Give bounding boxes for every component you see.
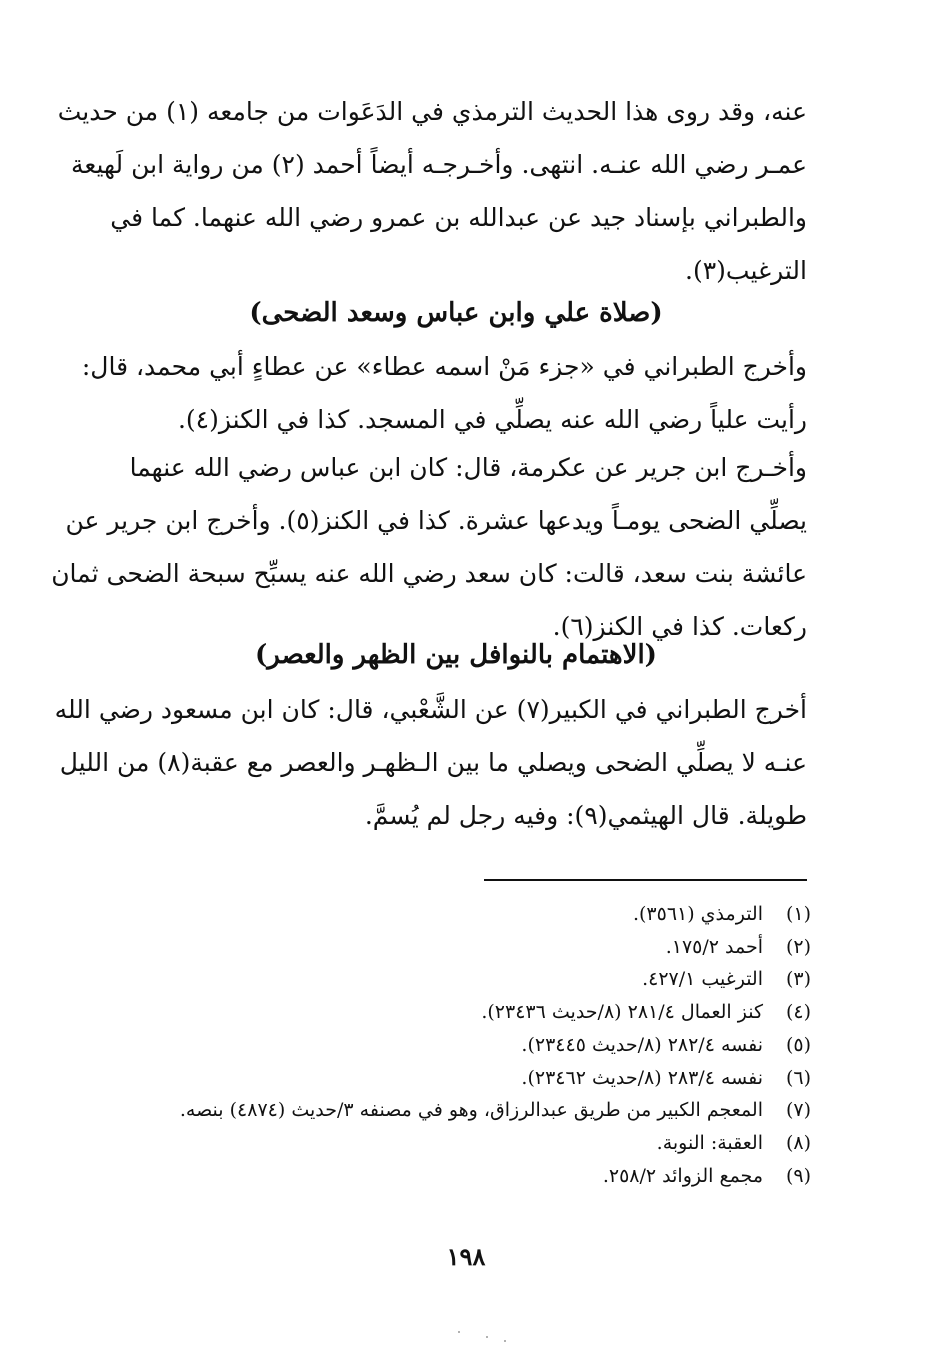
scan-speck bbox=[486, 1336, 488, 1338]
section-1-paragraph-2-line-2: يصلِّي الضحى يومـاً ويدعها عشرة. كذا في الكنز(٥). وأخرج ابن جرير عن bbox=[65, 506, 807, 535]
section-1-paragraph-1 bbox=[81, 340, 807, 446]
section-2-paragraph-1-line-2: عنـه لا يصلِّي الضحى ويصلي ما بين الـظهـر والعصر مع عقبة(٨) من الليل bbox=[59, 748, 807, 777]
intro-paragraph bbox=[57, 85, 807, 297]
section-1-paragraph-1-line-1: وأخرج الطبراني في «جزء مَنْ اسمه عطاء» عن عطاءٍ أبي محمد، قال: bbox=[81, 352, 807, 381]
footnote-text: مجمع الزوائد ٢٥٨/٢. bbox=[602, 1164, 763, 1187]
footnote-number: (٣) bbox=[785, 968, 811, 991]
page-number: ١٩٨ bbox=[446, 1242, 486, 1271]
section-1-paragraph-2-line-3: عائشة بنت سعد، قالت: كان سعد رضي الله عنه يسبِّح سبحة الضحى ثمان bbox=[51, 559, 807, 588]
footnote-item-4 bbox=[105, 996, 811, 1029]
footnote-number: (١) bbox=[785, 903, 811, 925]
footnote-text: العقبة: النوبة. bbox=[656, 1131, 763, 1154]
footnote-item-6 bbox=[105, 1062, 811, 1095]
footnote-item-2 bbox=[105, 931, 811, 964]
section-2-paragraph-1-line-1: أخرج الطبراني في الكبير(٧) عن الشَّعْبي، قال: كان ابن مسعود رضي الله bbox=[54, 695, 807, 724]
footnotes-list bbox=[105, 898, 811, 1192]
footnote-number: (٥) bbox=[785, 1033, 811, 1056]
footnote-number: (٨) bbox=[785, 1131, 811, 1154]
intro-line-2: عمـر رضي الله عنـه. انتهى. وأخـرجـه أيضاً أحمد (٢) من رواية ابن لَهيعة bbox=[71, 150, 807, 179]
scan-speck bbox=[458, 1331, 460, 1333]
footnote-text: نفسه ٢٨٢/٤ (٨/حديث ٢٣٤٤٥). bbox=[521, 1033, 763, 1056]
footnote-text: الترمذي (٣٥٦١). bbox=[632, 903, 763, 925]
intro-line-3: والطبراني بإسناد جيد عن عبدالله بن عمرو رضي الله عنهما. كما في bbox=[110, 203, 807, 232]
footnote-text: نفسه ٢٨٣/٤ (٨/حديث ٢٣٤٦٢). bbox=[521, 1066, 763, 1089]
footnote-number: (٦) bbox=[785, 1066, 811, 1089]
footnote-separator bbox=[484, 879, 807, 881]
footnote-item-1 bbox=[105, 898, 811, 931]
section-2-paragraph-1 bbox=[54, 683, 807, 842]
section-1-paragraph-1-line-2: رأيت علياً رضي الله عنه يصلِّي في المسجد. كذا في الكنز(٤). bbox=[177, 405, 807, 434]
scan-speck bbox=[504, 1340, 506, 1342]
footnote-text: كنز العمال ٢٨١/٤ (٨/حديث ٢٣٤٣٦). bbox=[481, 1001, 763, 1024]
footnote-item-8 bbox=[105, 1127, 811, 1160]
footnote-number: (٤) bbox=[785, 1001, 811, 1024]
footnote-number: (٢) bbox=[785, 935, 811, 958]
footnote-number: (٧) bbox=[785, 1099, 811, 1122]
footnote-number: (٩) bbox=[785, 1164, 811, 1187]
footnote-item-5 bbox=[105, 1029, 811, 1062]
section-1-paragraph-2-line-4: ركعات. كذا في الكنز(٦). bbox=[552, 612, 807, 641]
footnote-text: أحمد ١٧٥/٢. bbox=[665, 935, 763, 958]
section-1-paragraph-2-line-1: وأخـرج ابن جرير عن عكرمة، قال: كان ابن عباس رضي الله عنهما bbox=[129, 453, 807, 482]
footnote-item-7 bbox=[105, 1094, 811, 1127]
intro-line-1: عنه، وقد روى هذا الحديث الترمذي في الدَعَوات من جامعه (١) من حديث bbox=[57, 97, 807, 126]
footnote-item-9 bbox=[105, 1160, 811, 1193]
section-heading-2: (الاهتمام بالنوافل بين الظهر والعصر) bbox=[255, 640, 657, 670]
section-2-paragraph-1-line-3: طويلة. قال الهيثمي(٩): وفيه رجل لم يُسمَّ. bbox=[364, 801, 807, 830]
footnote-text: الترغيب ٤٢٧/١. bbox=[642, 968, 763, 991]
footnote-text: المعجم الكبير من طريق عبدالرزاق، وهو في مصنفه ٣/حديث (٤٨٧٤) بنصه. bbox=[179, 1099, 763, 1122]
intro-line-4: الترغيب(٣). bbox=[685, 256, 807, 285]
section-1-paragraph-2 bbox=[51, 441, 807, 653]
footnote-item-3 bbox=[105, 963, 811, 996]
section-heading-1: (صلاة علي وابن عباس وسعد الضحى) bbox=[249, 298, 663, 328]
